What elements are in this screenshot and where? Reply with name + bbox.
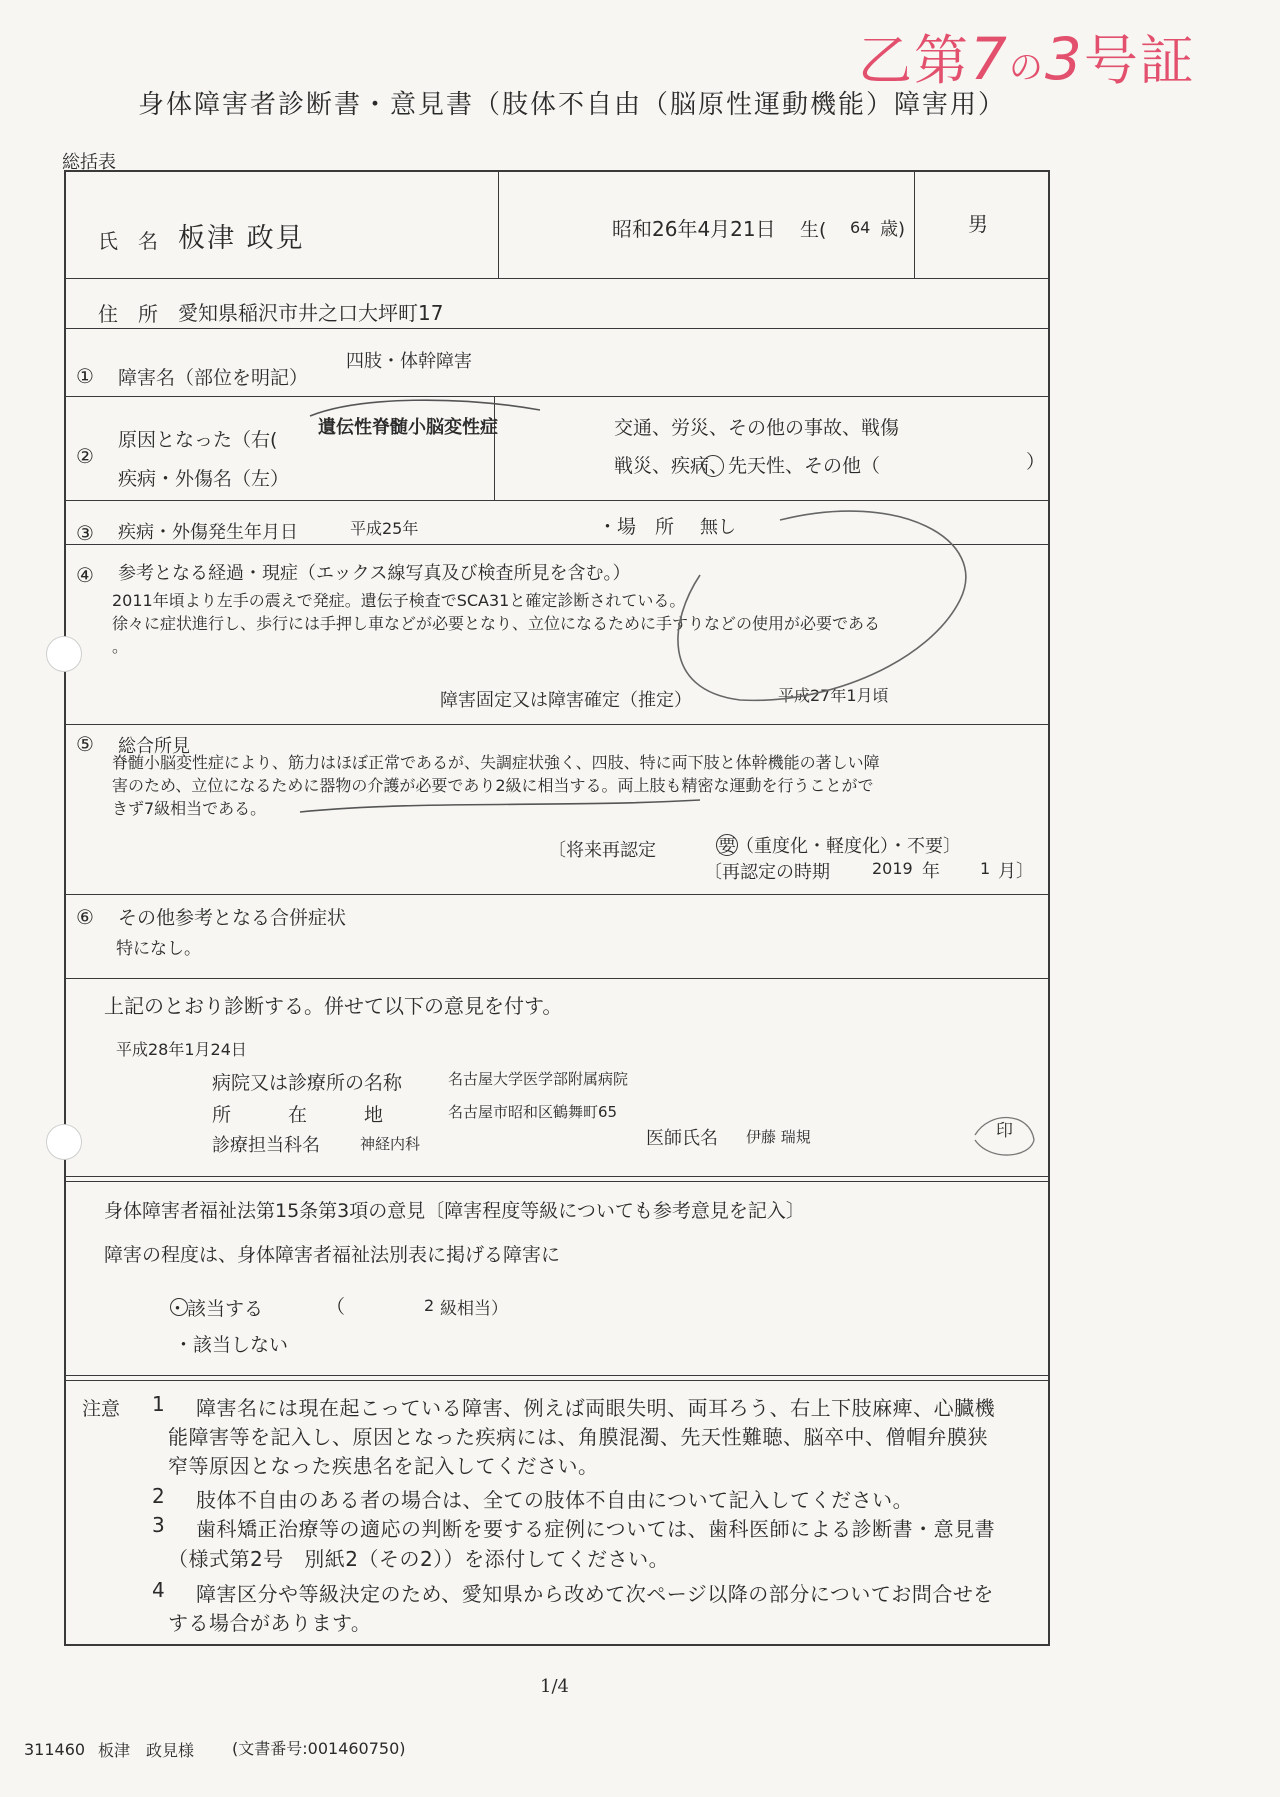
note4-number: 4 bbox=[152, 1578, 166, 1602]
stamp-number-1: 7 bbox=[970, 25, 1009, 93]
row5-label: 総合所見 bbox=[118, 736, 190, 757]
note3-line1: 歯科矯正治療等の適応の判断を要する症例については、歯科医師による診断書・意見書 bbox=[196, 1517, 996, 1541]
row4-text-line2: 徐々に症状進行し、歩行には手押し車などが必要となり、立位になるために手すりなどの使用が必要である bbox=[112, 614, 881, 633]
note3-number: 3 bbox=[152, 1513, 166, 1537]
fixed-label: 障害固定又は障害確定（推定） bbox=[440, 690, 692, 711]
born-label: 生( bbox=[800, 219, 827, 241]
hospital-label: 病院又は診療所の名称 bbox=[212, 1072, 403, 1094]
opinion-grade-close: 級相当） bbox=[440, 1299, 508, 1319]
row2-close-paren: ） bbox=[1026, 451, 1046, 473]
note1-number: 1 bbox=[152, 1392, 166, 1416]
stamp-prefix: 乙第 bbox=[858, 29, 970, 92]
patient-age: 64 bbox=[850, 218, 871, 237]
opinion-grade: 2 bbox=[424, 1296, 435, 1315]
row5-text-line2: 害のため、立位になるために器物の介護が必要であり2級に相当する。両上肢も精密な運動を行うことがで bbox=[112, 776, 874, 795]
row1-number: ① bbox=[76, 364, 94, 388]
location-value: 名古屋市昭和区鶴舞町65 bbox=[448, 1103, 618, 1121]
footer-id: 311460 bbox=[24, 1740, 86, 1759]
row1-value: 四肢・体幹障害 bbox=[346, 351, 472, 372]
note2-line1: 肢体不自由のある者の場合は、全ての肢体不自由について記入してください。 bbox=[196, 1488, 914, 1512]
doctor-name: 伊藤 瑞規 bbox=[746, 1128, 811, 1146]
hospital-name: 名古屋大学医学部附属病院 bbox=[448, 1070, 629, 1088]
recert-month-unit: 月〕 bbox=[998, 861, 1034, 882]
diagnosis-statement: 上記のとおり診断する。併せて以下の意見を付す。 bbox=[104, 994, 563, 1018]
row2-value: 遺伝性脊髄小脳変性症 bbox=[318, 417, 498, 438]
row2-number: ② bbox=[76, 444, 94, 468]
opinion-option-yes: ・該当する bbox=[168, 1298, 264, 1320]
row6-value: 特になし。 bbox=[116, 939, 201, 959]
patient-address: 愛知県稲沢市井之口大坪町17 bbox=[178, 301, 444, 325]
seal-mark: 印 bbox=[996, 1121, 1013, 1141]
doctor-label: 医師氏名 bbox=[646, 1128, 718, 1149]
place-label: ・場 所 bbox=[598, 516, 675, 538]
recert-month: 1 bbox=[980, 859, 991, 878]
address-label: 住 所 bbox=[98, 302, 158, 326]
patient-name: 板津 政見 bbox=[178, 223, 305, 254]
recert-year-unit: 年 bbox=[922, 861, 940, 882]
dept-label: 診療担当科名 bbox=[212, 1135, 320, 1156]
footer-doc-number: (文書番号:001460750) bbox=[232, 1739, 406, 1758]
row2-options-line2: 戦災、疾病、先天性、その他（ bbox=[614, 455, 881, 477]
row5-number: ⑤ bbox=[76, 732, 94, 756]
opinion-line: 障害の程度は、身体障害者福祉法別表に掲げる障害に bbox=[104, 1244, 561, 1266]
row3-number: ③ bbox=[76, 521, 94, 545]
recert-year: 2019 bbox=[872, 859, 913, 878]
row4-number: ④ bbox=[76, 563, 94, 587]
document-title: 身体障害者診断書・意見書（肢体不自由（脳原性運動機能）障害用） bbox=[138, 90, 1007, 120]
note1-line1: 障害名には現在起こっている障害、例えば両眼失明、両耳ろう、右上下肢麻痺、心臓機 bbox=[196, 1396, 996, 1420]
row5-text-line3: きず7級相当である。 bbox=[112, 799, 267, 818]
row4-text-line1: 2011年頃より左手の震えで発症。遺伝子検査でSCA31と確定診断されている。 bbox=[112, 591, 686, 610]
note2-number: 2 bbox=[152, 1484, 166, 1508]
location-label: 所 在 地 bbox=[212, 1104, 384, 1126]
pencil-underline-cause bbox=[310, 400, 540, 416]
row3-label: 疾病・外傷発生年月日 bbox=[118, 522, 298, 543]
row4-label: 参考となる経過・現症（エックス線写真及び検査所見を含む。） bbox=[118, 563, 631, 584]
patient-dob: 昭和26年4月21日 bbox=[612, 217, 776, 241]
pencil-seal-scribble bbox=[975, 1118, 1034, 1155]
row2-label-line2: 疾病・外傷名（左） bbox=[118, 468, 290, 490]
form-label: 総括表 bbox=[62, 152, 116, 173]
row3-value: 平成25年 bbox=[350, 519, 419, 538]
dept-value: 神経内科 bbox=[360, 1135, 421, 1153]
fixed-value: 平成27年1月頃 bbox=[778, 686, 889, 705]
opinion-grade-open: （ bbox=[326, 1296, 346, 1318]
note1-line3: 窄等原因となった疾患名を記入してください。 bbox=[168, 1454, 599, 1478]
recert-time-label: 〔再認定の時期 bbox=[704, 862, 830, 883]
footer-name: 板津 政見様 bbox=[98, 1741, 195, 1760]
row2-options-line1: 交通、労災、その他の事故、戦傷 bbox=[614, 417, 900, 439]
note4-line1: 障害区分や等級決定のため、愛知県から改めて次ページ以降の部分についてお問合せを bbox=[196, 1582, 994, 1606]
opinion-title: 身体障害者福祉法第15条第3項の意見〔障害程度等級についても参考意見を記入〕 bbox=[104, 1200, 805, 1222]
row6-number: ⑥ bbox=[76, 905, 94, 929]
stamp-mid: の bbox=[1008, 48, 1045, 88]
page-number: 1/4 bbox=[540, 1676, 569, 1697]
note4-line2: する場合があります。 bbox=[168, 1611, 372, 1635]
row4-text-line3: 。 bbox=[112, 637, 129, 656]
diagnosis-date: 平成28年1月24日 bbox=[116, 1040, 247, 1059]
stamp-suffix: 号証 bbox=[1083, 29, 1196, 92]
pencil-underline-findings bbox=[300, 800, 700, 812]
row2-label-line1: 原因となった（右( bbox=[118, 429, 278, 451]
note1-line2: 能障害等を記入し、原因となった疾病には、角膜混濁、先天性難聴、脳卒中、僧帽弁膜狭 bbox=[168, 1425, 988, 1449]
patient-sex: 男 bbox=[968, 212, 988, 236]
notes-label: 注意 bbox=[82, 1398, 121, 1420]
note3-line2: （様式第2号 別紙2（その2））を添付してください。 bbox=[168, 1547, 670, 1571]
row6-label: その他参考となる合併症状 bbox=[118, 907, 347, 929]
row1-label: 障害名（部位を明記） bbox=[118, 367, 309, 389]
recert-label: 〔将来再認定 bbox=[548, 840, 656, 861]
recert-options: 要（重度化・軽度化）・不要〕 bbox=[718, 836, 961, 857]
opinion-option-no: ・該当しない bbox=[174, 1334, 289, 1356]
name-label: 氏 名 bbox=[98, 229, 158, 253]
place-value: 無し bbox=[700, 517, 736, 538]
pencil-loop bbox=[678, 511, 966, 700]
stamp-number-2: 3 bbox=[1044, 25, 1084, 93]
age-unit: 歳) bbox=[880, 219, 906, 240]
row5-text-line1: 脊髄小脳変性症により、筋力はほぼ正常であるが、失調症状強く、四肢、特に両下肢と体幹機能の著しい障 bbox=[112, 753, 880, 772]
